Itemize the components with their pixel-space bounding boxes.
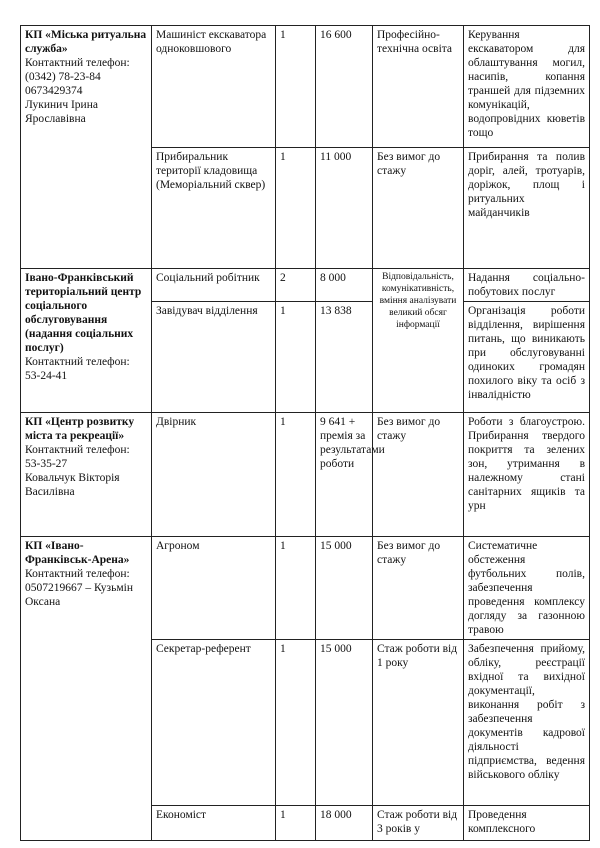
duties-cell: Забезпечення прийому, обліку, реєстрації вхідної та вихідної документації, виконання робіт з забезпечення документів кадрової діяльності підприємства, ведення військового обліку xyxy=(464,640,590,806)
org-name: КП «Міська ритуальна служба» xyxy=(25,29,147,55)
org-cell xyxy=(21,537,152,841)
requirements-cell: Стаж роботи від 1 року xyxy=(373,640,464,806)
contact-line: 0673429374 xyxy=(25,85,83,97)
salary-cell: 9 641 + премія за результатами роботи xyxy=(316,413,373,537)
salary-cell: 15 000 xyxy=(316,537,373,640)
count-cell: 1 xyxy=(276,413,316,537)
contact-line: 53-24-41 xyxy=(25,370,68,382)
duties-cell: Проведення комплексного xyxy=(464,806,590,841)
position-cell: Прибиральник території кладовища (Меморіальний сквер) xyxy=(152,148,276,269)
requirements-cell: Стаж роботи від 3 років у xyxy=(373,806,464,841)
salary-cell: 11 000 xyxy=(316,148,373,269)
org-name: КП «Центр розвитку міста та рекреації» xyxy=(25,416,135,442)
salary-cell: 8 000 xyxy=(316,269,373,302)
duties-cell: Систематичне обстеження футбольних полів, забезпечення проведення комплексу догляду за газонною травою xyxy=(464,537,590,640)
position-cell: Економіст xyxy=(152,806,276,841)
contact-line: (0342) 78-23-84 xyxy=(25,71,101,83)
org-name: КП «Івано-Франківськ-Арена» xyxy=(25,540,130,566)
contact-line: 0507219667 – Кузьмін Оксана xyxy=(25,582,133,608)
salary-cell: 13 838 xyxy=(316,302,373,413)
requirements-cell: Без вимог до стажу xyxy=(373,148,464,269)
count-cell: 1 xyxy=(276,640,316,806)
salary-cell: 16 600 xyxy=(316,26,373,148)
contact-line: Лукинич Ірина Ярославівна xyxy=(25,99,98,125)
position-cell: Агроном xyxy=(152,537,276,640)
org-cell xyxy=(21,413,152,537)
position-cell: Завідувач відділення xyxy=(152,302,276,413)
requirements-cell: Без вимог до стажу xyxy=(373,413,464,537)
salary-cell: 15 000 xyxy=(316,640,373,806)
duties-cell: Керування екскаватором для облаштування могил, насипів, копання траншей для підземних комунікацій, водопровідних кюветів тощо xyxy=(464,26,590,148)
table-row xyxy=(21,537,590,640)
duties-cell: Надання соціально-побутових послуг xyxy=(464,269,590,302)
position-cell: Соціальний робітник xyxy=(152,269,276,302)
count-cell: 1 xyxy=(276,26,316,148)
contact-line: Контактний телефон: xyxy=(25,568,130,580)
org-name: Івано-Франківський територіальний центр соціального обслуговування (надання соціальних послуг) xyxy=(25,272,142,354)
requirements-cell: Без вимог до стажу xyxy=(373,537,464,640)
position-cell: Секретар-референт xyxy=(152,640,276,806)
count-cell: 1 xyxy=(276,302,316,413)
vacancies-table xyxy=(20,25,590,841)
table-row xyxy=(21,26,590,148)
requirements-cell: Відповідальність, комунікативність, вміння аналізувати великий обсяг інформації xyxy=(373,269,464,413)
table-row xyxy=(21,413,590,537)
count-cell: 1 xyxy=(276,148,316,269)
contact-line: Контактний телефон: xyxy=(25,57,130,69)
org-cell xyxy=(21,26,152,269)
contact-line: Ковальчук Вікторія Василівна xyxy=(25,472,120,498)
position-cell: Двірник xyxy=(152,413,276,537)
requirements-cell: Професійно-технічна освіта xyxy=(373,26,464,148)
count-cell: 1 xyxy=(276,537,316,640)
duties-cell: Роботи з благоустрою. Прибирання твердого покриття та зелених зон, утримання в належному стані санітарних ящиків та урн xyxy=(464,413,590,537)
position-cell: Машиніст екскаватора одноковшового xyxy=(152,26,276,148)
salary-cell: 18 000 xyxy=(316,806,373,841)
duties-cell: Прибирання та полив доріг, алей, тротуарів, доріжок, площ і ритуальних майданчиків xyxy=(464,148,590,269)
duties-cell: Організація роботи відділення, вирішення питань, що виникають при обслуговуванні одиноких громадян похилого віку та осіб з інвалідністю xyxy=(464,302,590,413)
org-cell xyxy=(21,269,152,413)
count-cell: 2 xyxy=(276,269,316,302)
count-cell: 1 xyxy=(276,806,316,841)
contact-line: Контактний телефон: xyxy=(25,444,130,456)
contact-line: 53-35-27 xyxy=(25,458,68,470)
contact-line: Контактний телефон: xyxy=(25,356,130,368)
table-row xyxy=(21,269,590,302)
